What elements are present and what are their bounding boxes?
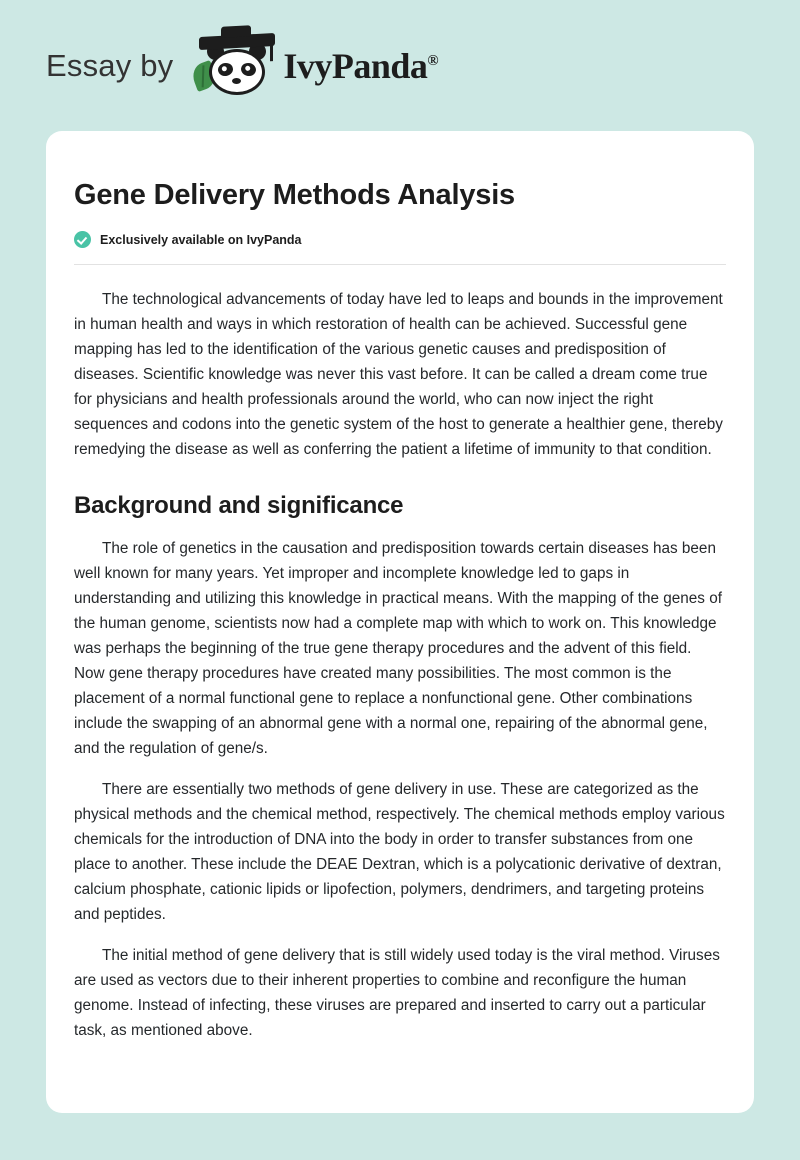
registered-trademark-symbol: ® xyxy=(427,53,439,69)
check-circle-icon xyxy=(74,231,91,248)
page-title: Gene Delivery Methods Analysis xyxy=(74,179,515,211)
panda-graduate-icon xyxy=(187,33,279,99)
site-header xyxy=(0,0,800,96)
section-heading: Background and significance xyxy=(74,492,404,519)
paragraph: The initial method of gene delivery that is still widely used today is the viral method. Viruses are used as vectors due to their inherent properties to combine and reconfigure the human genome. Instead of infecting, these viruses are prepared and inserted to carry out a particular task, as mentioned above. xyxy=(74,947,720,1039)
status-badge xyxy=(74,231,726,248)
essay-by-label: Essay by xyxy=(46,48,174,83)
brand-name xyxy=(283,45,438,87)
paragraph: The technological advancements of today have led to leaps and bounds in the improvement in human health and ways in which restoration of health can be achieved. Successful gene mapping has led to the identification of the various genetic causes and predisposition of diseases. Scientific knowledge was never this vast before. It can be called a dream come true for physicians and health professionals around the world, who can now inject the right sequences and codons into the genetic system of the host to generate a healthier gene, thereby remedying the disease as well as conferring the patient a lifetime of immunity to that condition. xyxy=(74,291,723,458)
paragraph: The role of genetics in the causation and predisposition towards certain diseases has been well known for many years. Yet improper and incomplete knowledge led to gaps in understanding and utilizing this knowledge in practical means. With the mapping of the genes of the human genome, scientists now had a complete map with which to work on. This knowledge was perhaps the beginning of the true gene therapy procedures and the advent of this field. Now gene therapy procedures have created many possibilities. The most common is the placement of a normal functional gene to replace a nonfunctional gene. Other combinations include the swapping of an abnormal gene with a normal one, repairing of the abnormal gene, and the regulation of gene/s. xyxy=(74,540,722,757)
document-card xyxy=(46,131,754,1113)
ivypanda-logo[interactable] xyxy=(187,33,438,99)
status-badge-label: Exclusively available on IvyPanda xyxy=(100,232,302,247)
brand-name-text: IvyPanda xyxy=(283,46,428,86)
document-body xyxy=(74,265,726,1043)
paragraph: There are essentially two methods of gene delivery in use. These are categorized as the physical methods and the chemical method, respectively. The chemical methods employ various chemicals for the introduction of DNA into the body in order to transfer substances from one place to another. These include the DEAE Dextran, which is a polycationic derivative of dextran, calcium phosphate, cationic lipids or lipofection, polymers, dendrimers, and targeting proteins and peptides. xyxy=(74,781,725,923)
